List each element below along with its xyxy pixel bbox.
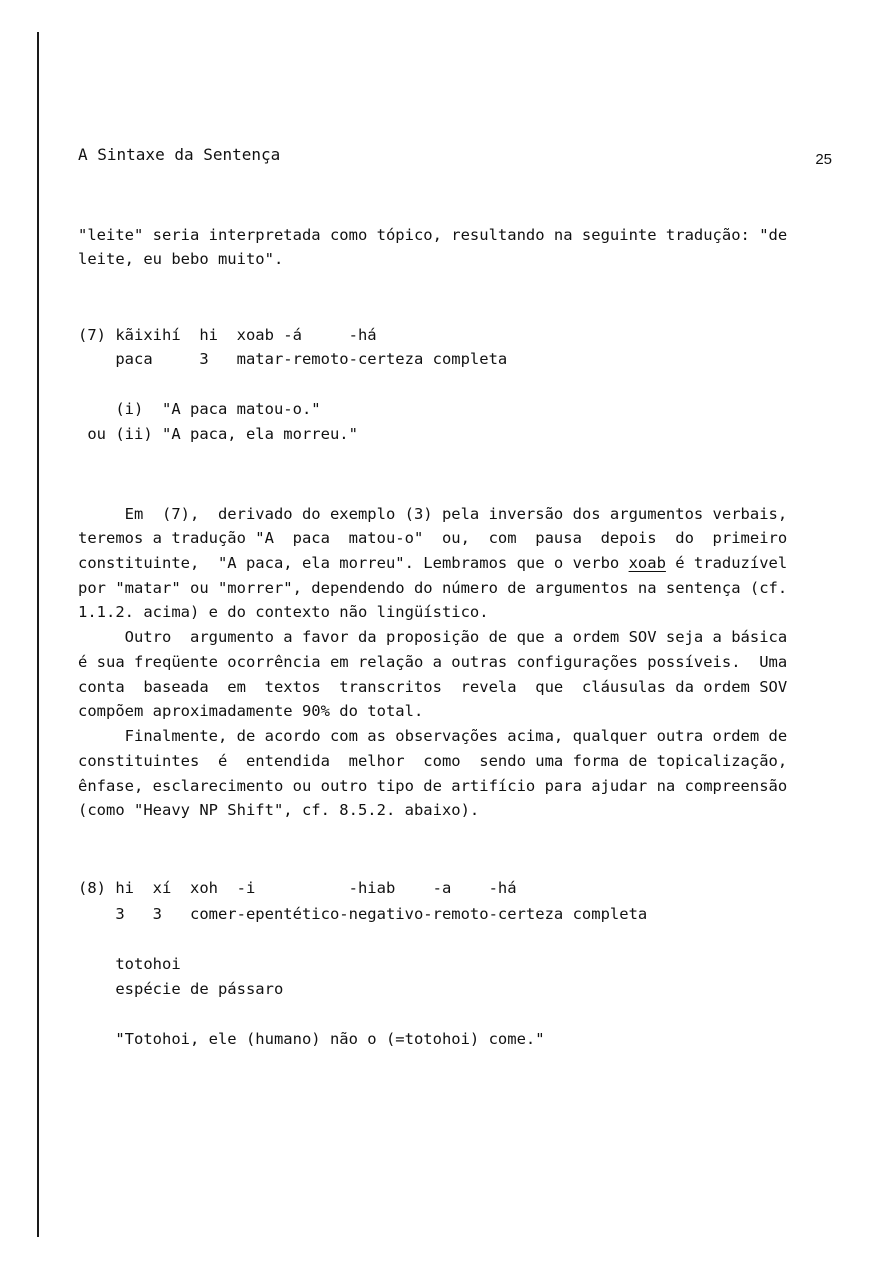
paragraph-3-line-1: Finalmente, de acordo com as observações acima, qualquer outra ordem de (78, 727, 788, 745)
paragraph-1-line-2: teremos a tradução "A paca matou-o" ou, com pausa depois do primeiro (78, 529, 788, 547)
example-8-word: totohoi (78, 955, 181, 973)
example-7-gloss-line-2: paca 3 matar-remoto-certeza completa (78, 350, 508, 368)
example-8-word-gloss: espécie de pássaro (78, 980, 284, 998)
paragraph-3-line-2: constituintes é entendida melhor como sendo uma forma de topicalização, (78, 752, 788, 770)
paragraph-2-line-2: é sua freqüente ocorrência em relação a outras configurações possíveis. Uma (78, 653, 788, 671)
example-7-translation-1: (i) "A paca matou-o." (78, 400, 321, 418)
paragraph-2-line-4: compõem aproximadamente 90% do total. (78, 702, 424, 720)
paragraph-1-line-1: Em (7), derivado do exemplo (3) pela inversão dos argumentos verbais, (78, 505, 788, 523)
running-header-title: A Sintaxe da Sentença (78, 145, 281, 164)
paragraph-2-line-3: conta baseada em textos transcritos revela que cláusulas da ordem SOV (78, 678, 788, 696)
term-xoab: xoab (628, 554, 666, 572)
intro-line-2: leite, eu bebo muito". (78, 250, 284, 268)
paragraph-1-line-5: 1.1.2. acima) e do contexto não lingüístico. (78, 603, 489, 621)
paragraph-2-line-1: Outro argumento a favor da proposição de que a ordem SOV seja a básica (78, 628, 788, 646)
page-number: 25 (815, 151, 832, 168)
paragraph-1-line-4: por "matar" ou "morrer", dependendo do número de argumentos na sentença (cf. (78, 579, 788, 597)
example-8-gloss-line-1: (8) hi xí xoh -i -hiab -a -há (78, 879, 517, 897)
paragraph-1-line-3 (78, 554, 787, 572)
example-7-translation-2: ou (ii) "A paca, ela morreu." (78, 425, 358, 443)
intro-line-1: "leite" seria interpretada como tópico, resultando na seguinte tradução: "de (78, 226, 788, 244)
paragraph-1-line-3-start: constituinte, "A paca, ela morreu". Lembramos que o verbo (78, 554, 629, 572)
paragraph-3-line-4: (como "Heavy NP Shift", cf. 8.5.2. abaixo). (78, 801, 480, 819)
example-7-gloss-line-1: (7) kãixihí hi xoab -á -há (78, 326, 377, 344)
paragraph-3-line-3: ênfase, esclarecimento ou outro tipo de artifício para ajudar na compreensão (78, 777, 788, 795)
example-8-gloss-line-2: 3 3 comer-epentético-negativo-remoto-certeza completa (78, 905, 648, 923)
left-margin-rule (37, 32, 39, 1237)
paragraph-1-line-3-end: é traduzível (665, 554, 788, 572)
example-8-translation: "Totohoi, ele (humano) não o (=totohoi) come." (78, 1030, 545, 1048)
